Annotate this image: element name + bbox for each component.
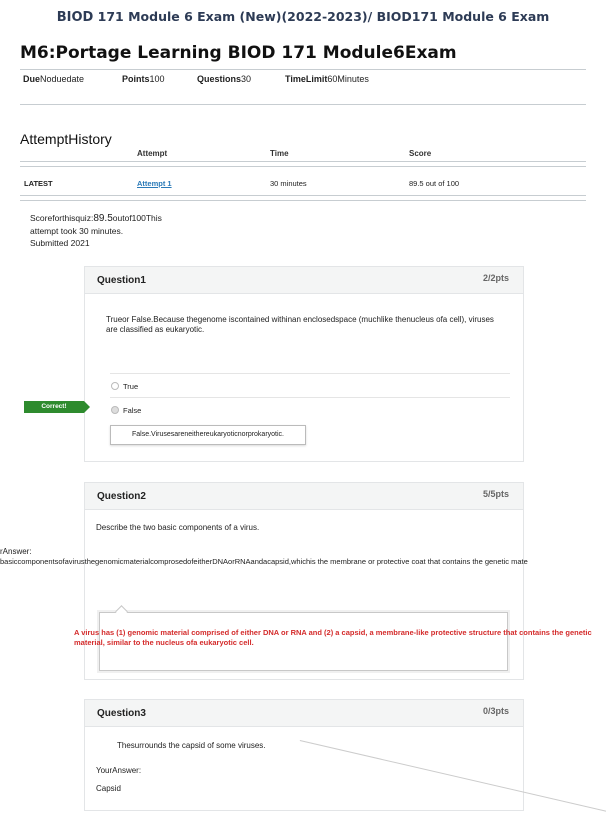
- questions-info: [197, 74, 251, 84]
- divider: [20, 104, 586, 105]
- questions-label: Questions: [197, 74, 242, 84]
- question-title: Question1: [97, 275, 146, 286]
- answer-feedback: False.Virusesareneithereukaryoticnorprokaryotic.: [110, 425, 306, 445]
- table-header-divider: [20, 161, 586, 162]
- table-header-divider: [20, 166, 586, 167]
- question-title: Question2: [97, 491, 146, 502]
- due-label: Due: [23, 74, 41, 84]
- score-summary: [30, 212, 190, 249]
- due-info: [23, 74, 84, 84]
- your-answer-text: basiccomponentsofavirusthegenomicmaterialcomprosedofeitherDNAorRNAandacapsid,whichis the membrane or protective coat that contains the genetic mate: [0, 557, 528, 566]
- points-label: Points: [122, 74, 150, 84]
- question-text: Describe the two basic components of a virus.: [96, 523, 260, 532]
- option-divider: [110, 373, 510, 374]
- attempt-history-title: AttemptHistory: [20, 131, 112, 147]
- question-points: 5/5pts: [482, 489, 509, 499]
- header-course-code: BIOD: [56, 10, 94, 25]
- option-label-false: False: [123, 406, 142, 415]
- question-title: Question3: [97, 708, 146, 719]
- your-answer-text: Capsid: [96, 784, 121, 793]
- question-text: Trueor False.Because thegenome iscontained withinan enclosedspace (muchlike thenucleus ofa cell), viruses are classified as eukaryotic.: [106, 315, 494, 334]
- points-info: [122, 74, 165, 84]
- submitted-text: Submitted 2021: [30, 238, 90, 248]
- question-header: [85, 483, 523, 510]
- time-limit-label: TimeLimit: [285, 74, 328, 84]
- question-points: 0/3pts: [482, 706, 509, 716]
- question-header: [85, 267, 523, 294]
- exam-title: M6:Portage Learning BIOD 171 Module6Exam: [20, 43, 457, 63]
- radio-false[interactable]: [111, 406, 119, 414]
- divider: [20, 200, 586, 201]
- option-divider: [110, 397, 510, 398]
- latest-tag: LATEST: [24, 179, 53, 188]
- attempt-link[interactable]: Attempt 1: [137, 179, 172, 188]
- page-header: [0, 9, 606, 25]
- score-prefix: Scoreforthisquiz:: [30, 213, 94, 223]
- score-value: 89.5: [93, 213, 113, 224]
- question-card: [84, 699, 524, 811]
- option-label-true: True: [123, 382, 139, 391]
- column-header-time: Time: [270, 149, 289, 158]
- due-value: Noduedate: [40, 74, 85, 84]
- radio-true[interactable]: [111, 382, 119, 390]
- column-header-score: Score: [409, 149, 432, 158]
- correct-answer-flag: Correct!: [24, 401, 84, 413]
- divider: [20, 195, 586, 196]
- column-header-attempt: Attempt: [137, 149, 168, 158]
- time-limit-info: [285, 74, 369, 84]
- your-answer-label: YourAnswer:: [96, 766, 142, 775]
- header-course-title: 171 Module 6 Exam (New)(2022-2023)/ BIOD171 Module 6 Exam: [93, 9, 550, 24]
- your-answer-label: rAnswer:: [0, 547, 32, 556]
- question-text: Thesurrounds the capsid of some viruses.: [117, 741, 266, 750]
- attempt-score: 89.5 out of 100: [409, 179, 460, 188]
- divider: [20, 69, 586, 70]
- questions-value: 30: [241, 74, 252, 84]
- question-header: [85, 700, 523, 727]
- attempt-time: 30 minutes: [270, 179, 307, 188]
- question-points: 2/2pts: [482, 273, 509, 283]
- grader-comment: A virus has (1) genomic material comprised of either DNA or RNA and (2) a capsid, a membrane-like protective structure that contains the genetic material, similar to the nucleus ofa eukaryotic cell.: [74, 628, 592, 647]
- score-suffix: outof100This attempt took 30 minutes.: [30, 213, 162, 236]
- points-value: 100: [149, 74, 165, 84]
- time-limit-value: 60Minutes: [327, 74, 369, 84]
